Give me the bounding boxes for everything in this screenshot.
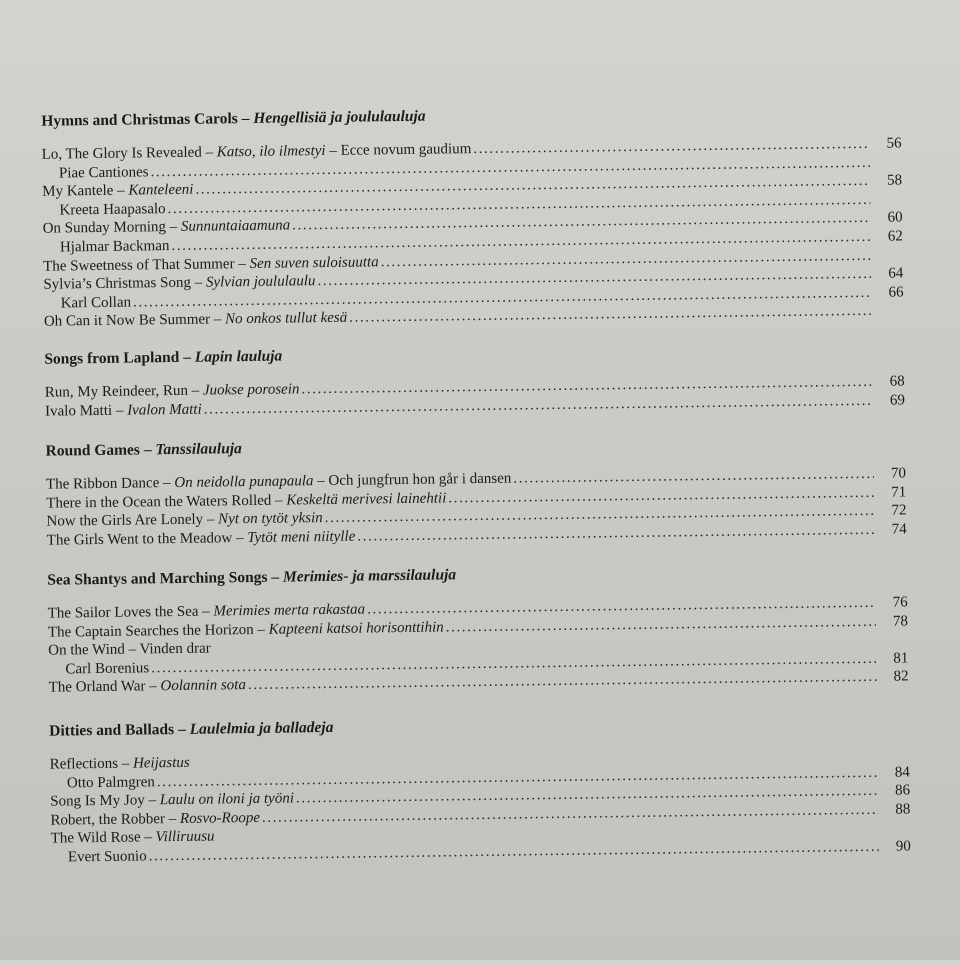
toc-entry: Reflections – Heijastus [50,744,910,774]
entry-title-fi: Sylvian joululaulu [206,272,316,292]
entry-title-en: The Sweetness of That Summer [43,255,235,276]
page-number: 64 [877,265,903,284]
entry-author: Otto Palmgren [67,773,155,793]
entry-title-extra: – Ecce novum gaudium [329,140,471,160]
toc-section [47,559,909,697]
entry-title-en: My Kantele [42,182,113,202]
entry-title-en: On Sunday Morning [43,218,167,238]
entry-title-fi: Sunnuntaiaamuna [181,217,290,237]
page-number: 71 [880,483,906,502]
entry-title-en: The Ribbon Dance [46,474,160,494]
page-number: 60 [876,209,902,228]
toc-section [49,710,911,867]
page-number: 84 [884,763,910,782]
toc-entry: My Kantele – Kanteleeni ..... 58 [42,172,902,202]
entry-title-en: Reflections [50,755,119,774]
toc-entry: Ivalo Matti – Ivalon Matti ..... 69 [45,391,905,421]
toc-entry: The Ribbon Dance – On neidolla punapaula – Och jungfrun hon går i dansen ..... 70 [46,464,906,494]
page-number: 88 [884,800,910,819]
toc-entry: The Sailor Loves the Sea – Merimies merta rakastaa ..... 76 [48,593,908,623]
toc-entry: Lo, The Glory Is Revealed – Katso, ilo ilmestyi – Ecce novum gaudium ..... 56 [42,134,902,164]
entry-author: Hjalmar Backman [60,237,170,257]
entry-author: Evert Suonio [68,847,147,867]
page-number: 81 [882,649,908,668]
page-number: 56 [876,134,902,153]
entry-author: Karl Collan [61,293,132,313]
entry-title-fi: Nyt on tytöt yksin [218,509,323,529]
entry-title-en: On the Wind [48,641,125,661]
section-heading-en: Hymns and Christmas Carols [41,110,238,130]
page-number: 90 [885,837,911,856]
entry-title-en: Lo, The Glory Is Revealed [42,144,202,165]
toc-entry: Robert, the Robber – Rosvo-Roope ..... 88 [50,800,910,830]
page-number: 70 [880,464,906,483]
toc-entry: The Sweetness of That Summer – Sen suven suloisuutta ..... [43,246,903,276]
entry-author: Piae Cantiones [59,163,149,183]
entry-title-fi: Oolannin sota [160,676,246,696]
entry-title-fi: Kanteleeni [128,181,193,200]
entry-title-fi: Katso, ilo ilmestyi [217,142,326,162]
entry-title-en: The Sailor Loves the Sea [48,603,199,624]
section-heading: Ditties and Ballads – Laulelmia ja balladeja [49,710,909,741]
entry-title-en: Run, My Reindeer, Run [45,382,188,402]
toc-entry: Run, My Reindeer, Run – Juokse porosein ..... 68 [45,372,905,402]
entry-title-en: The Wild Rose [51,829,141,849]
section-heading-en: Round Games [45,441,140,459]
entry-author: Kreeta Haapasalo [59,200,165,220]
entry-title-en: Ivalo Matti [45,401,112,420]
page-number: 78 [882,612,908,631]
page-number: 58 [876,172,902,191]
section-heading-fi: Merimies- ja marssilauluja [283,566,456,585]
entry-author: Carl Borenius [65,659,149,679]
page-number: 74 [881,520,907,539]
page-number: 72 [880,502,906,521]
section-heading-fi: Hengellisiä ja joululauluja [253,108,425,127]
toc-section [44,338,905,420]
entry-title-extra: – Och jungfrun hon går i dansen [317,470,511,491]
entry-title-fi: Tytöt meni niitylle [247,527,355,547]
section-heading: Hymns and Christmas Carols – Hengellisiä ja joululauluja [41,100,901,131]
toc-entry: The Wild Rose – Villiruusu [51,819,911,849]
page-number: 68 [879,372,905,391]
entry-title-en: Sylvia’s Christmas Song [43,274,191,295]
entry-title-fi: Juokse porosein [203,380,300,400]
entry-title-fi: Rosvo-Roope [180,809,260,829]
toc-entry: Sylvia’s Christmas Song – Sylvian joululaulu ..... 64 [43,265,903,295]
entry-title-en: Robert, the Robber [50,810,165,830]
toc-entry: Song Is My Joy – Laulu on iloni ja työni ..... 86 [50,782,910,812]
section-heading: Songs from Lapland – Lapin lauluja [44,338,904,369]
section-heading-fi: Tanssilauluja [155,440,242,458]
entry-title-en: Now the Girls Are Lonely [46,511,203,532]
toc-entry: On Sunday Morning – Sunnuntaiaamuna ..... 60 [43,209,903,239]
toc-entry: There in the Ocean the Waters Rolled – Keskeltä merivesi lainehtii ..... 71 [46,483,906,513]
entry-title-fi: Merimies merta rakastaa [213,601,365,622]
entry-title-fi: Heijastus [133,754,190,773]
entry-title-en: Oh Can it Now Be Summer [44,311,210,332]
entry-title-en: The Captain Searches the Horizon [48,621,254,642]
toc-entry: The Captain Searches the Horizon – Kapteeni katsoi horisonttihin ..... 78 [48,612,908,642]
toc-entry: Oh Can it Now Be Summer – No onkos tullut kesä ..... [44,302,904,332]
entry-title-en: The Girls Went to the Meadow [47,529,233,550]
page-number: 82 [882,668,908,687]
section-heading-fi: Lapin lauluja [195,348,283,366]
toc-entry: The Orland War – Oolannin sota ..... 82 [49,668,909,698]
entry-title-fi: No onkos tullut kesä [225,309,347,329]
entry-title-en: The Orland War [49,678,146,698]
entry-title-fi: Kapteeni katsoi horisonttihin [269,618,444,639]
section-heading-en: Songs from Lapland [44,349,179,368]
toc-section [41,100,904,331]
entry-title-fi: Laulu on iloni ja työni [160,790,294,810]
entry-title-fi: Sen suven suloisuutta [249,253,378,273]
section-heading: Sea Shantys and Marching Songs – Merimies- ja marssilauluja [47,559,907,590]
section-heading-en: Ditties and Ballads [49,721,174,740]
entry-title-fi: Ivalon Matti [127,400,202,420]
entry-title-extra: – Vinden drar [128,640,210,660]
toc-entry: The Girls Went to the Meadow – Tytöt meni niitylle ..... 74 [47,520,907,550]
entry-title-fi: Keskeltä merivesi lainehtii [286,489,446,510]
page-number: 76 [882,593,908,612]
section-heading-en: Sea Shantys and Marching Songs [47,569,267,589]
entry-title-en: Song Is My Joy [50,792,145,812]
entry-title-en: There in the Ocean the Waters Rolled [46,491,271,513]
toc-section [45,430,906,550]
page-number: 86 [884,782,910,801]
page-number: 62 [877,227,903,246]
toc-entry: Now the Girls Are Lonely – Nyt on tytöt yksin ..... 72 [46,502,906,532]
section-heading: Round Games – Tanssilauluja [45,430,905,461]
page-number: 66 [877,283,903,302]
section-heading-fi: Laulelmia ja balladeja [190,719,334,738]
page-number: 69 [879,391,905,410]
entry-title-fi: Villiruusu [155,828,214,847]
entry-title-fi: On neidolla punapaula [174,472,313,492]
